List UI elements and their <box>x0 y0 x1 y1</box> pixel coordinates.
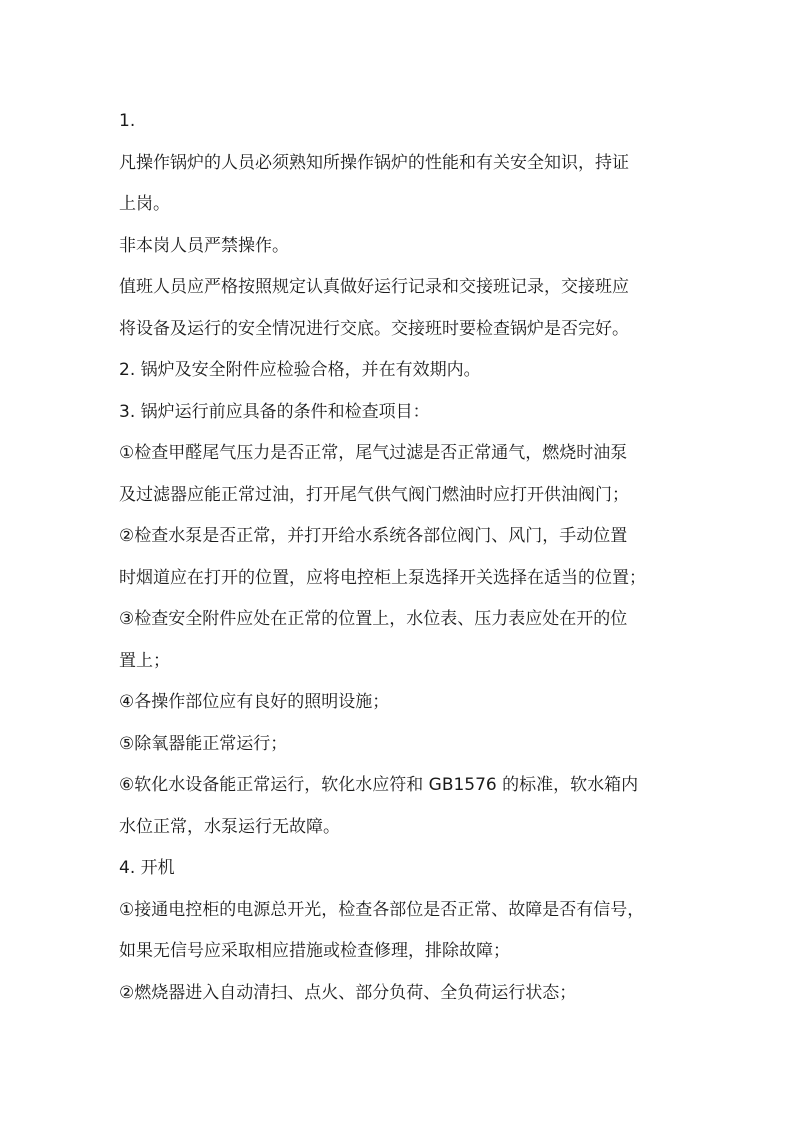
list-item: ①检查甲醛尾气压力是否正常，尾气过滤是否正常通气，燃烧时油泵 <box>119 443 628 463</box>
text-line: 将设备及运行的安全情况进行交底。交接班时要检查锅炉是否完好。 <box>119 318 629 339</box>
text-line: 值班人员应严格按照规定认真做好运行记录和交接班记录，交接班应 <box>119 277 629 297</box>
text-line: 凡操作锅炉的人员必须熟知所操作锅炉的性能和有关安全知识，持证 <box>119 152 629 173</box>
list-item: ②燃烧器进入自动清扫、点火、部分负荷、全负荷运行状态； <box>119 982 577 1003</box>
text-line: 及过滤器应能正常过油，打开尾气供气阀门燃油时应打开供油阀门； <box>119 484 629 505</box>
section-number: 1. <box>119 111 136 131</box>
list-item: ⑥软化水设备能正常运行，软化水应符和 GB1576 的标准，软水箱内 <box>119 775 639 795</box>
list-item: ③检查安全附件应处在正常的位置上，水位表、压力表应处在开的位 <box>119 609 628 629</box>
text-line: 如果无信号应采取相应措施或检查修理，排除故障； <box>119 941 510 961</box>
text-line: 上岗。 <box>119 194 170 214</box>
text-line: 时烟道应在打开的位置，应将电控柜上泵选择开关选择在适当的位置； <box>119 567 646 588</box>
section-heading: 2. 锅炉及安全附件应检验合格，并在有效期内。 <box>119 360 481 380</box>
text-line: 非本岗人员严禁操作。 <box>119 235 289 256</box>
list-item: ①接通电控柜的电源总开光，检查各部位是否正常、故障是否有信号， <box>119 899 645 920</box>
list-item: ②检查水泵是否正常，并打开给水系统各部位阀门、风门，手动位置 <box>119 526 628 546</box>
document-body <box>119 101 679 1014</box>
text-line: 水位正常，水泵运行无故障。 <box>119 816 340 837</box>
list-item: ④各操作部位应有良好的照明设施； <box>119 692 390 712</box>
text-line: 置上； <box>119 650 170 671</box>
section-heading: 3. 锅炉运行前应具备的条件和检查项目： <box>119 401 430 422</box>
section-heading: 4. 开机 <box>119 858 175 878</box>
list-item: ⑤除氧器能正常运行； <box>119 733 288 754</box>
